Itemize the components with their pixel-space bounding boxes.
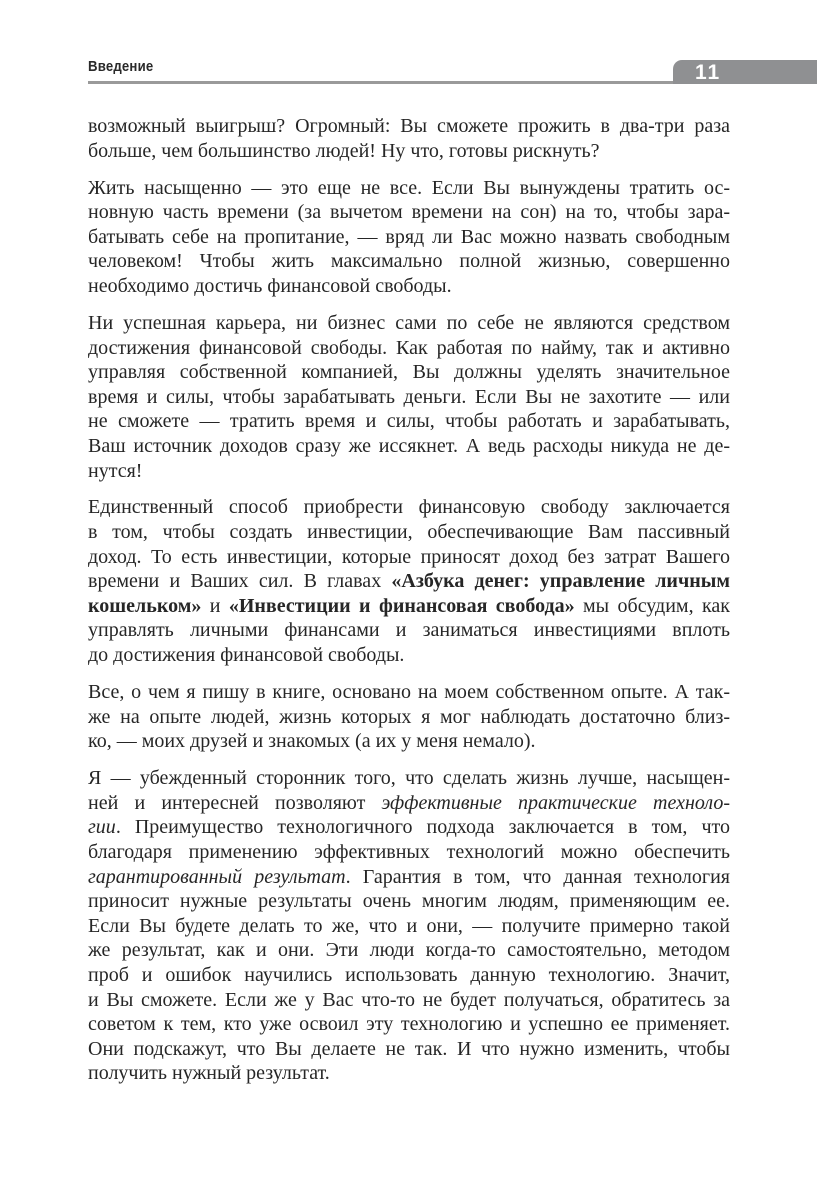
text-line: Единственный способ приобрести финансовую свободу заключается xyxy=(88,496,730,519)
text-line: не сможете — тратить время и силы, чтобы работать и зарабатывать, xyxy=(88,410,730,433)
paragraph xyxy=(88,766,730,1086)
text-line xyxy=(88,865,730,890)
paragraph xyxy=(88,176,730,299)
text-line: нутся! xyxy=(88,459,143,482)
text-segment: . Преимущество технологичного подхода заключается в том, что xyxy=(115,816,730,839)
text-line xyxy=(88,815,730,840)
body-text xyxy=(88,114,730,1098)
text-line: Если Вы будете делать то же, что и они, — получите примерно такой xyxy=(88,914,730,937)
text-line: благодаря применению эффективных технологий можно обеспечить xyxy=(88,840,730,863)
text-line: получить нужный результат. xyxy=(88,1062,330,1085)
bold-chapter-reference: кошельком» xyxy=(88,594,202,617)
text-line: необходимо достичь финансовой свободы. xyxy=(88,274,452,297)
text-segment: . Гарантия в том, что данная технология xyxy=(345,865,730,888)
text-line: управлять личными финансами и заниматься инвестициями вплоть xyxy=(88,619,730,642)
text-line: батывать себе на пропитание, — вряд ли Вас можно назвать свободным xyxy=(88,225,730,248)
text-line xyxy=(88,569,730,594)
text-line: и Вы сможете. Если же у Вас что-то не будет получаться, обратитесь за xyxy=(88,988,730,1011)
text-segment: ней и интересней позволяют xyxy=(88,791,382,814)
header-rule xyxy=(88,81,678,84)
text-line: ко, — моих друзей и знакомых (а их у меня немало). xyxy=(88,730,536,753)
paragraph xyxy=(88,114,730,163)
page-number: 11 xyxy=(695,61,722,84)
paragraph xyxy=(88,311,730,483)
text-segment: и xyxy=(201,594,229,617)
page-number-tab xyxy=(673,60,817,84)
text-line: в том, чтобы создать инвестиции, обеспечивающие Вам пассивный xyxy=(88,521,730,544)
text-line: Они подскажут, что Вы делаете не так. И что нужно изменить, чтобы xyxy=(88,1037,730,1060)
text-line: советом к тем, кто уже освоил эту технологию и успешно ее применяет. xyxy=(88,1013,730,1036)
running-head-section-title: Введение xyxy=(88,58,154,75)
text-line xyxy=(88,791,730,816)
text-line: же на опыте людей, жизнь которых я мог наблюдать достаточно близ- xyxy=(88,705,730,728)
bold-chapter-reference: «Инвестиции и финансовая свобода» xyxy=(228,594,575,617)
paragraph xyxy=(88,680,730,754)
paragraph xyxy=(88,495,730,667)
text-line: больше, чем большинство людей! Ну что, готовы рискнуть? xyxy=(88,139,600,162)
text-line: приносит нужные результаты очень многим людям, применяющим ее. xyxy=(88,890,730,913)
text-line: проб и ошибок научились использовать данную технологию. Значит, xyxy=(88,963,730,986)
text-line xyxy=(88,594,730,619)
text-line: же результат, как и они. Эти люди когда-то самостоятельно, методом xyxy=(88,939,730,962)
text-line: Все, о чем я пишу в книге, основано на моем собственном опыте. А так- xyxy=(88,681,730,704)
text-line: доход. То есть инвестиции, которые приносят доход без затрат Вашего xyxy=(88,545,730,568)
text-line: Ни успешная карьера, ни бизнес сами по себе не являются средством xyxy=(88,311,730,334)
text-line: Жить насыщенно — это еще не все. Если Вы вынуждены тратить ос- xyxy=(88,176,730,199)
italic-emphasis: эффективные практические техноло- xyxy=(381,791,730,814)
text-line: Я — убежденный сторонник того, что сделать жизнь лучше, насыщен- xyxy=(88,767,730,790)
text-line: новную часть времени (за вычетом времени на сон) на то, чтобы зара- xyxy=(88,201,730,224)
text-segment: мы обсудим, как xyxy=(574,594,730,617)
text-line: Ваш источник доходов сразу же иссякнет. А ведь расходы никуда не де- xyxy=(88,434,730,457)
italic-emphasis: гии xyxy=(88,816,116,839)
text-line: управляя собственной компанией, Вы должны уделять значительное xyxy=(88,361,730,384)
text-line: возможный выигрыш? Огромный: Вы сможете прожить в два-три раза xyxy=(88,115,730,137)
bold-chapter-reference: «Азбука денег: управление личным xyxy=(391,570,730,593)
text-line: достижения финансовой свободы. Как работая по найму, так и активно xyxy=(88,336,730,359)
text-line: человеком! Чтобы жить максимально полной жизнью, совершенно xyxy=(88,250,730,273)
text-segment: времени и Ваших сил. В главах xyxy=(88,570,392,593)
text-line: до достижения финансовой свободы. xyxy=(88,644,405,667)
text-line: время и силы, чтобы зарабатывать деньги. Если Вы не захотите — или xyxy=(88,385,730,408)
italic-emphasis: гарантированный результат xyxy=(88,865,346,888)
